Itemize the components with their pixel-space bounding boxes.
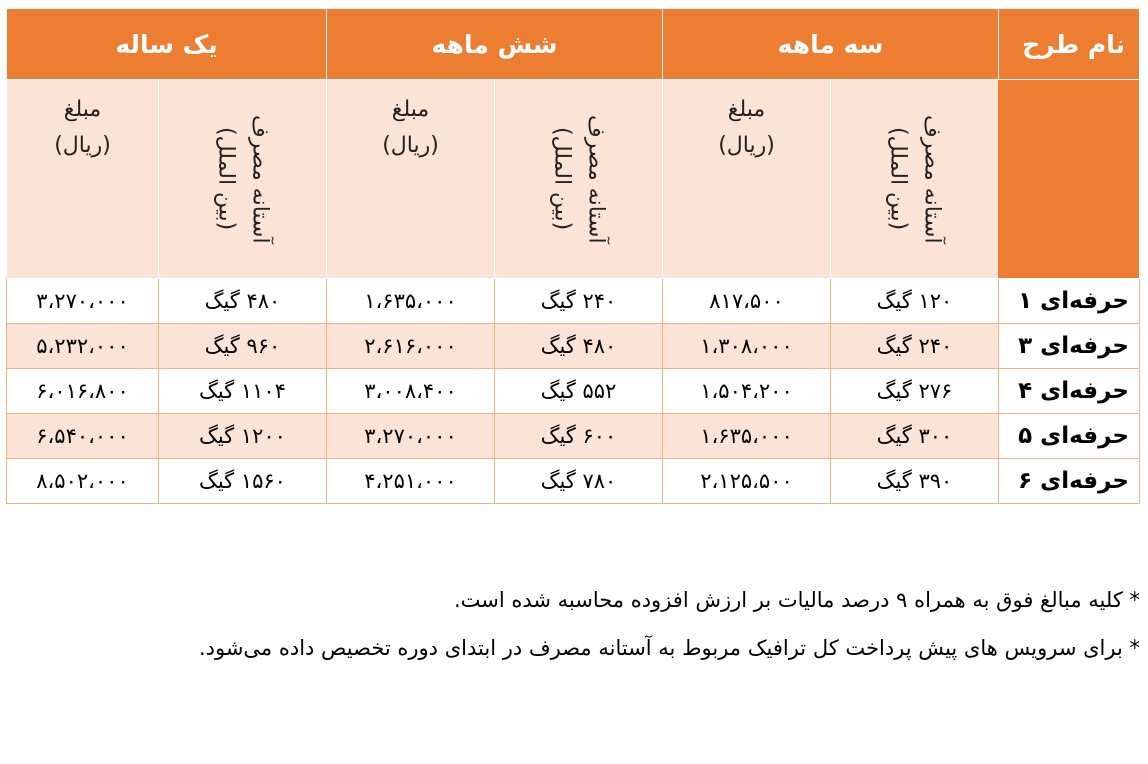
- amount-3m-cell: ۱،۳۰۸،۰۰۰: [663, 324, 831, 369]
- header-three-month: سه ماهه: [663, 9, 999, 80]
- amount-1y-cell: ۶،۰۱۶،۸۰۰: [7, 369, 159, 414]
- threshold-1y-cell: ۱۵۶۰ گیگ: [159, 459, 327, 504]
- subheader-amount-6m: مبلغ (ریال): [327, 80, 495, 279]
- threshold-3m-cell: ۳۹۰ گیگ: [831, 459, 999, 504]
- threshold-1y-cell: ۹۶۰ گیگ: [159, 324, 327, 369]
- subheader-threshold-1y: آستانه مصرف (بین الملل): [159, 80, 327, 279]
- subheader-threshold-6m: آستانه مصرف (بین الملل): [495, 80, 663, 279]
- plan-name-cell: حرفه‌ای ۵: [999, 414, 1140, 459]
- threshold-1y-cell: ۱۱۰۴ گیگ: [159, 369, 327, 414]
- amount-1y-cell: ۶،۵۴۰،۰۰۰: [7, 414, 159, 459]
- amount-6m-cell: ۴،۲۵۱،۰۰۰: [327, 459, 495, 504]
- plan-name-cell: حرفه‌ای ۱: [999, 279, 1140, 324]
- subheader-amount-1y: مبلغ (ریال): [7, 80, 159, 279]
- footnote-vat: * کلیه مبالغ فوق به همراه ۹ درصد مالیات بر ارزش افزوده محاسبه شده است.: [453, 588, 1140, 612]
- amount-3m-cell: ۲،۱۲۵،۵۰۰: [663, 459, 831, 504]
- amount-3m-cell: ۱،۵۰۴،۲۰۰: [663, 369, 831, 414]
- table-subheader-row: [7, 80, 1140, 279]
- footnote-prepaid: * برای سرویس های پیش پرداخت کل ترافیک مربوط به آستانه مصرف در ابتدای دوره تخصیص داده می‌شود.: [198, 636, 1140, 660]
- footnotes: [6, 576, 1140, 672]
- amount-1y-cell: ۳،۲۷۰،۰۰۰: [7, 279, 159, 324]
- amount-3m-cell: ۸۱۷،۵۰۰: [663, 279, 831, 324]
- table-row: [7, 459, 1140, 504]
- subheader-amount-3m: مبلغ (ریال): [663, 80, 831, 279]
- amount-1y-cell: ۵،۲۳۲،۰۰۰: [7, 324, 159, 369]
- threshold-6m-cell: ۶۰۰ گیگ: [495, 414, 663, 459]
- threshold-6m-cell: ۵۵۲ گیگ: [495, 369, 663, 414]
- header-one-year: یک ساله: [7, 9, 327, 80]
- amount-3m-cell: ۱،۶۳۵،۰۰۰: [663, 414, 831, 459]
- subheader-blank-cell: [999, 80, 1140, 279]
- header-six-month: شش ماهه: [327, 9, 663, 80]
- plan-name-cell: حرفه‌ای ۶: [999, 459, 1140, 504]
- threshold-6m-cell: ۷۸۰ گیگ: [495, 459, 663, 504]
- threshold-6m-cell: ۲۴۰ گیگ: [495, 279, 663, 324]
- amount-1y-cell: ۸،۵۰۲،۰۰۰: [7, 459, 159, 504]
- table-row: [7, 279, 1140, 324]
- threshold-1y-cell: ۱۲۰۰ گیگ: [159, 414, 327, 459]
- plan-name-cell: حرفه‌ای ۴: [999, 369, 1140, 414]
- threshold-3m-cell: ۳۰۰ گیگ: [831, 414, 999, 459]
- table-row: [7, 414, 1140, 459]
- header-plan-name: نام طرح: [999, 9, 1140, 80]
- amount-6m-cell: ۱،۶۳۵،۰۰۰: [327, 279, 495, 324]
- pricing-table: [6, 8, 1140, 504]
- threshold-1y-cell: ۴۸۰ گیگ: [159, 279, 327, 324]
- threshold-3m-cell: ۱۲۰ گیگ: [831, 279, 999, 324]
- threshold-3m-cell: ۲۷۶ گیگ: [831, 369, 999, 414]
- amount-6m-cell: ۳،۲۷۰،۰۰۰: [327, 414, 495, 459]
- table-row: [7, 369, 1140, 414]
- threshold-6m-cell: ۴۸۰ گیگ: [495, 324, 663, 369]
- subheader-threshold-3m: آستانه مصرف (بین الملل): [831, 80, 999, 279]
- threshold-3m-cell: ۲۴۰ گیگ: [831, 324, 999, 369]
- table-header-row: [7, 9, 1140, 80]
- amount-6m-cell: ۲،۶۱۶،۰۰۰: [327, 324, 495, 369]
- amount-6m-cell: ۳،۰۰۸،۴۰۰: [327, 369, 495, 414]
- plan-name-cell: حرفه‌ای ۳: [999, 324, 1140, 369]
- table-row: [7, 324, 1140, 369]
